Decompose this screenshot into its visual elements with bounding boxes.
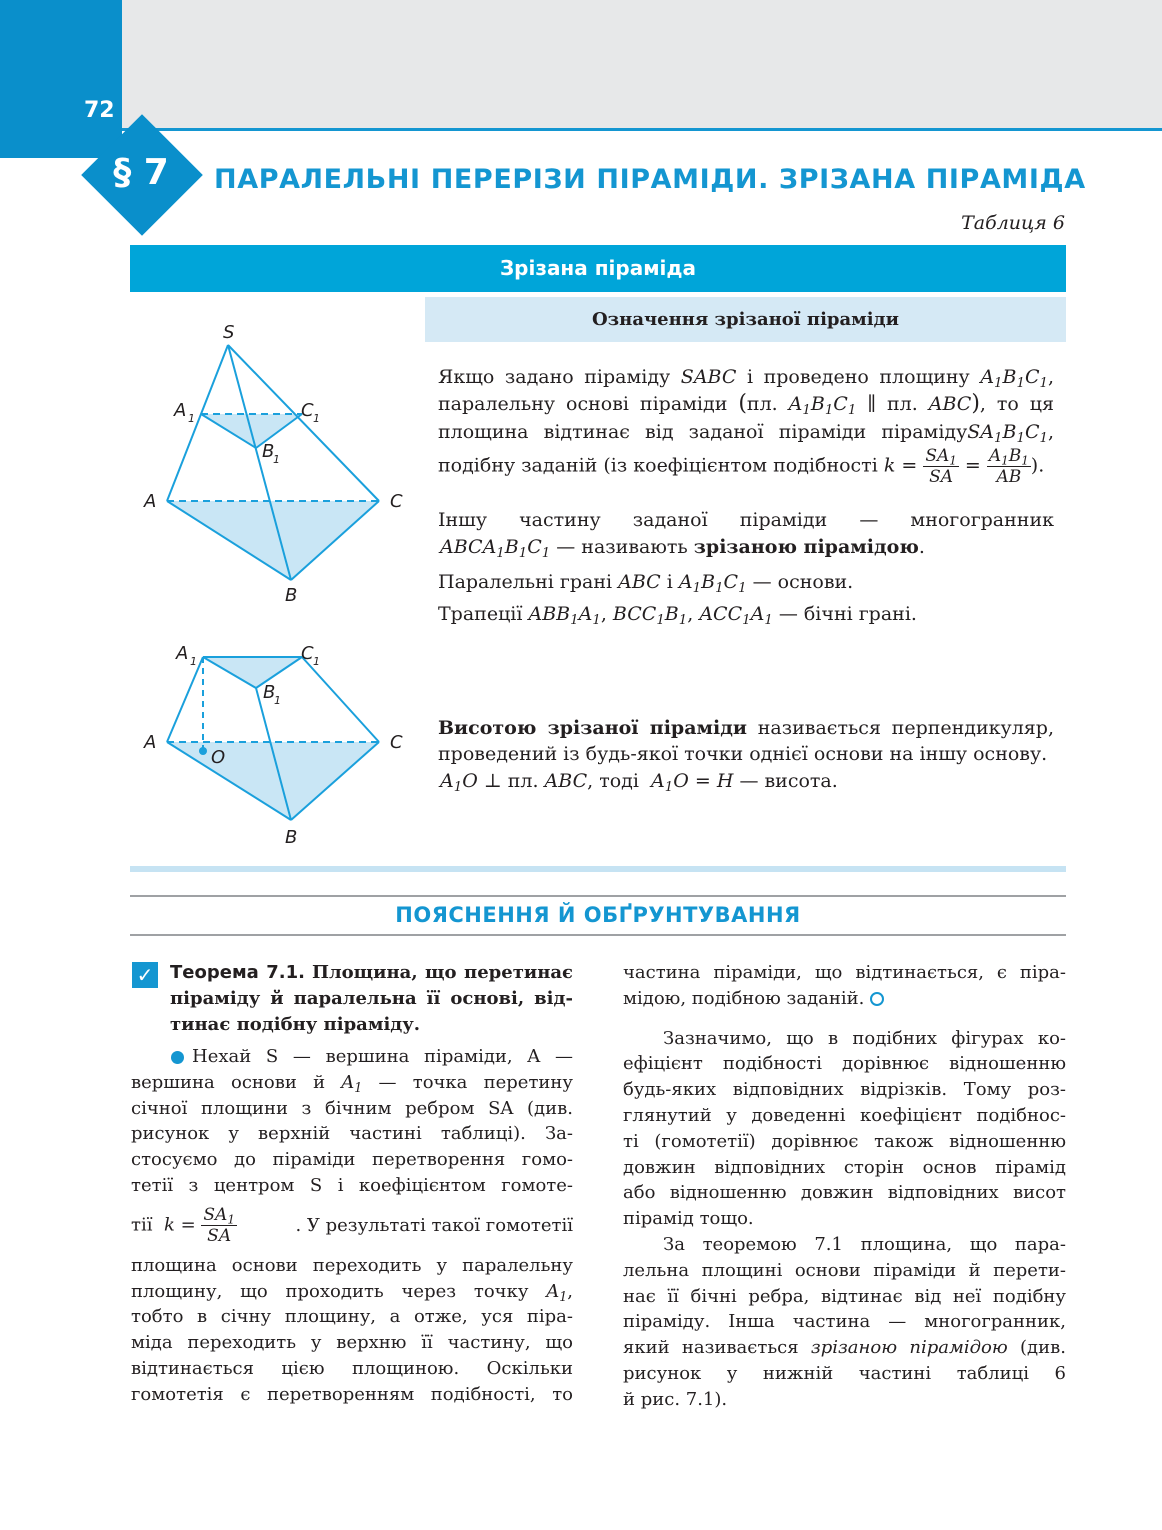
text: Трапеції <box>438 603 523 625</box>
table-caption: Таблиця 6 <box>961 212 1065 234</box>
bold-term: зрізаною пірамідою <box>693 536 919 558</box>
section-title: ПАРАЛЕЛЬНІ ПЕРЕРІЗИ ПІРАМІДИ. ЗРІЗАНА ПІРАМІДА <box>214 164 1086 195</box>
pyramid-figure <box>143 322 403 606</box>
text: який називається <box>623 1337 799 1359</box>
def-line-4: подібну заданій (із коефіцієнтом подібності k = $\frac{SA_1}{SA}$ = $\frac{A_1B_1}{AB}$ ). <box>438 446 1045 487</box>
label2-b: B <box>285 827 298 848</box>
text: ті (гомотетії) дорівнює також відношенню <box>623 1130 1066 1152</box>
top-band <box>0 0 1162 128</box>
text: тобто в січну площину, а отже, уся піра- <box>131 1306 573 1328</box>
label2-c1: C <box>301 643 314 664</box>
text: гомотетія є перетворенням подібності, то <box>131 1383 573 1405</box>
text: — називають <box>556 536 688 558</box>
def-line-2: паралельну основі піраміди (пл. $A_1B_1C_1$ ∥ пл. ABC), то ця <box>438 391 1055 418</box>
label2-a: A <box>144 732 157 753</box>
text: глянутий у доведенні коефіцієнт подібнос- <box>623 1104 1066 1126</box>
label2-c: C <box>390 732 403 753</box>
text: Нехай S — вершина піраміди, A — <box>192 1046 573 1067</box>
def-p2-line2: $ABCA_1B_1C_1$ — називають зрізаною пірамідою. <box>440 536 925 561</box>
italic-term: зрізаною пірамідою <box>810 1337 1008 1359</box>
label-b1: B <box>262 441 275 462</box>
label-b: B <box>285 585 298 606</box>
def-p3: Паралельні грані ABC і $A_1B_1C_1$ — основи. <box>438 571 854 596</box>
text: площину, що проходить через точку <box>131 1280 529 1302</box>
text: міда переходить у верхню її частину, що <box>131 1332 573 1354</box>
frustum-figure <box>143 643 403 848</box>
right-column <box>623 960 1066 1413</box>
theorem <box>170 960 573 1037</box>
theorem-text: піраміду й паралельна її основі, від- <box>170 987 573 1009</box>
label-a: A <box>144 491 157 512</box>
text: подібну заданій (із коефіцієнтом подібності <box>438 454 878 477</box>
text: паралельну основі піраміди <box>438 393 728 415</box>
label2-c1-sub: 1 <box>313 655 320 668</box>
bullet-icon <box>171 1051 184 1064</box>
text: площина основи переходить у паралельну <box>131 1254 573 1276</box>
page-number: 72 <box>84 98 115 123</box>
theorem-text: Площина, що перетинає <box>311 962 573 983</box>
text: рисунок у верхній частині таблиці). За- <box>131 1123 573 1145</box>
definition-header: Означення зрізаної піраміди <box>425 297 1066 342</box>
text: частина піраміди, що відтинається, є піра- <box>623 962 1066 983</box>
label-a1: A <box>174 400 187 421</box>
text: тетії з центром S і коефіцієнтом гомоте- <box>131 1174 573 1196</box>
label2-b1: B <box>263 682 276 703</box>
divider <box>130 895 1066 897</box>
text: тії <box>131 1214 153 1236</box>
check-icon: ✓ <box>132 962 158 988</box>
text: — точка перетину <box>378 1071 573 1093</box>
text: нає її бічні ребра, відтинає від неї подібну <box>623 1285 1066 1307</box>
divider <box>130 934 1066 936</box>
theorem-label: Теорема 7.1. <box>170 962 306 983</box>
label2-a1-sub: 1 <box>190 655 197 668</box>
def-p4: Трапеції $ABB_1A_1$, $BCC_1B_1$, $ACC_1A_1$ — бічні грані. <box>438 603 917 628</box>
label2-o: O <box>211 747 226 768</box>
text: За теоремою 7.1 площина, що пара- <box>663 1233 1066 1255</box>
text: відтинається цією площиною. Оскільки <box>131 1357 573 1379</box>
height-line-3: $A_1O$ ⊥ пл. ABC, тоді $A_1O = H$ — висота. <box>440 770 838 795</box>
text: будь-яких відповідних відрізків. Тому роз- <box>623 1079 1066 1101</box>
text: Паралельні грані <box>438 571 613 593</box>
table-header: Зрізана піраміда <box>130 245 1066 292</box>
text: — основи. <box>752 571 854 593</box>
text: й рис. 7.1). <box>623 1388 728 1410</box>
label-b1-sub: 1 <box>273 453 280 466</box>
top-rule <box>0 128 1162 131</box>
text: лельна площині основи піраміди й перети- <box>623 1259 1066 1281</box>
text: довжин відповідних сторін основ пірамід <box>623 1156 1066 1178</box>
label-a1-sub: 1 <box>188 412 195 425</box>
label-c1-sub: 1 <box>313 412 320 425</box>
text: (див. <box>1020 1337 1066 1359</box>
text: рисунок у нижній частині таблиці 6 <box>623 1362 1066 1384</box>
text: — висота. <box>739 770 838 792</box>
theorem-text: тинає подібну піраміду. <box>170 1013 421 1035</box>
text: або відношенню довжин відповідних висот <box>623 1182 1066 1204</box>
label-c1: C <box>301 400 314 421</box>
section-number: § 7 <box>113 152 169 193</box>
end-of-proof-icon <box>870 992 884 1006</box>
label-c: C <box>390 491 403 512</box>
height-line-1 <box>438 715 1054 741</box>
explain-title: ПОЯСНЕННЯ Й ОБҐРУНТУВАННЯ <box>395 903 801 927</box>
text: вершина основи й <box>131 1071 326 1093</box>
text: піраміду. Інша частина — многогранник, <box>623 1311 1066 1333</box>
text: , тоді <box>587 770 639 792</box>
label2-b1-sub: 1 <box>274 694 281 707</box>
left-column: Нехай S — вершина піраміди, A — вершина основи й $A_1$ — точка перетину січної площини з бічним ребром SA (див. рисунок у верхній частині таблиці). За- стосуємо до піраміди перетворення гомо- тетії з центром S і коефіцієнтом гомоте- тії k = $\frac{SA_1}{SA}$ . У результаті такої гомотетії площина основи переходить у паралельну площину, що проходить через точку $A_1$, тобто в січну площину, а отже, уся піра- міда переходить у верхню її частину, що відтинається цією площиною. Оскільки гомотетія є перетворенням подібності, то <box>131 1044 573 1408</box>
label2-a1: A <box>176 643 189 664</box>
text: мідою, подібною заданій. <box>623 987 865 1009</box>
text: пірамід тощо. <box>623 1208 754 1230</box>
text: . У результаті такої гомотетії <box>295 1214 573 1236</box>
text: Якщо задано піраміду <box>438 366 671 388</box>
text: — бічні грані. <box>778 603 917 625</box>
text: називається перпендикуляр, <box>757 717 1054 739</box>
def-line-1: Якщо задано піраміду SABC і проведено площину $A_1B_1C_1$, <box>438 366 1055 391</box>
table-bottom-line <box>130 866 1066 872</box>
bold-term: Висотою зрізаної піраміди <box>438 717 748 739</box>
label-s: S <box>223 322 235 343</box>
pyramid-figures <box>130 300 425 860</box>
text: січної площини з бічним ребром SA (див. <box>131 1097 573 1119</box>
def-p2-line1: Іншу частину заданої піраміди — многогранник <box>438 509 1054 531</box>
text: Зазначимо, що в подібних фігурах ко- <box>663 1027 1066 1049</box>
def-line-3: площина відтинає від заданої піраміди $пірамідуSA_1B_1C_1$, <box>438 421 1054 446</box>
text: ефіцієнт подібності дорівнює відношенню <box>623 1053 1066 1075</box>
page-tab <box>0 0 122 158</box>
text: і проведено площину <box>746 366 970 388</box>
text: площина відтинає від заданої піраміди піраміду <box>438 421 968 443</box>
height-line-2: проведений із будь-якої точки однієї основи на іншу основу. <box>438 743 1048 765</box>
text: , то ця <box>979 393 1055 415</box>
text: стосуємо до піраміди перетворення гомо- <box>131 1149 573 1171</box>
text: і <box>666 571 673 593</box>
